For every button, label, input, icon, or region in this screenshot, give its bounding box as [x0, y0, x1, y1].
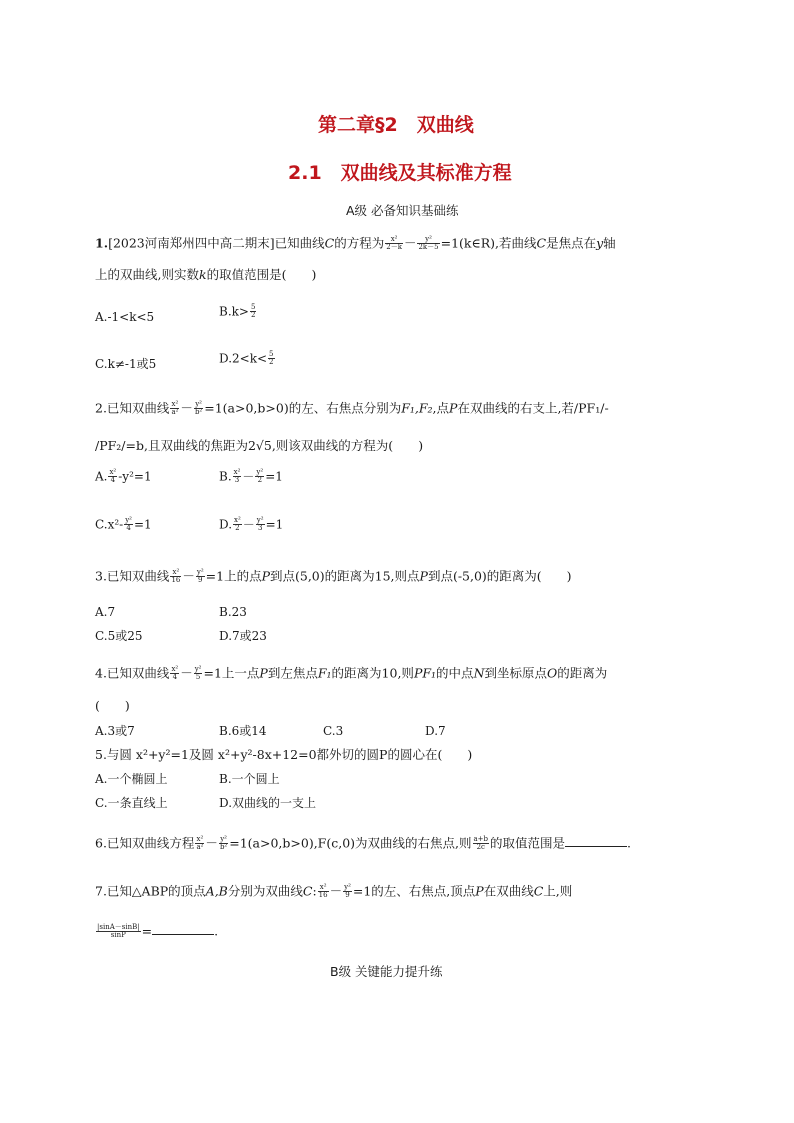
minus-sign: － — [182, 568, 195, 584]
question-text: 到坐标原点 — [484, 665, 548, 681]
question-text: 的距离为10,则 — [331, 665, 414, 681]
question-text: 的取值范围是( ) — [206, 267, 317, 282]
option-c[interactable]: C.x²- $\frac{\text{y²}}{4}$ =1 — [95, 516, 152, 533]
option-d[interactable]: D.2<k< $\frac{5}{2}$ — [219, 350, 274, 367]
math-var: PF₁ — [413, 665, 437, 681]
answer-blank[interactable] — [152, 924, 214, 935]
option-d[interactable]: D.双曲线的一支上 — [219, 796, 317, 810]
question-text: 3.已知双曲线 — [95, 568, 170, 584]
question-text: 在双曲线 — [483, 883, 534, 899]
option-a[interactable]: A. $\frac{\text{x²}}{4}$ -y²=1 — [95, 468, 152, 485]
math-var: C — [324, 235, 335, 251]
section-title: 2.1 双曲线及其标准方程 — [288, 162, 512, 184]
question-text: ,点 — [432, 400, 450, 416]
period: . — [214, 923, 219, 939]
option-a[interactable]: A.3或7 — [95, 724, 135, 738]
level-a-heading: A级 必备知识基础练 — [346, 203, 459, 218]
question-text: =1(k∈R),若曲线 — [440, 235, 537, 251]
minus-sign: － — [180, 400, 193, 416]
option-c[interactable]: C.5或25 — [95, 629, 143, 643]
question-text: 轴 — [603, 235, 616, 251]
question-text: =1(a>0,b>0),F(c,0)为双曲线的右焦点,则 — [229, 835, 472, 851]
fraction: $\frac{\text{x²}}{16}$ — [318, 883, 328, 900]
math-var: O — [547, 665, 558, 681]
question-4-line-1 — [95, 666, 607, 682]
fraction: $\frac{\text{y²}}{9}$ — [196, 568, 204, 585]
math-var: C — [536, 235, 547, 251]
fraction: $\frac{\text{y²}}{9}$ — [344, 883, 351, 900]
question-2-line-1 — [95, 401, 609, 417]
math-var: C — [302, 883, 313, 899]
question-text: 上,则 — [543, 883, 573, 899]
option-d[interactable]: D. $\frac{\text{x²}}{2}$ － $\frac{\text{y²}}{3}$ =1 — [219, 516, 284, 533]
question-text: 的方程为 — [334, 235, 385, 251]
period: . — [627, 835, 632, 851]
question-text: =1上的点 — [205, 568, 262, 584]
fraction: $\frac{\text{y²}}{2k-5}$ — [418, 235, 439, 252]
answer-blank[interactable] — [565, 836, 627, 847]
minus-sign: － — [180, 665, 193, 681]
question-text: [2023河南郑州四中高二期末]已知曲线 — [108, 235, 325, 251]
fraction: $\frac{|\sin A-\sin B|}{\sin P}$ — [97, 923, 140, 940]
question-text: =1的左、右焦点,顶点 — [352, 883, 476, 899]
question-text: 的中点 — [436, 665, 474, 681]
math-var: P — [259, 665, 268, 681]
question-4-line-2: ( ) — [95, 698, 130, 713]
fraction: $\frac{\text{x²}}{2-k}$ — [386, 235, 402, 252]
fraction: $\frac{\text{x²}}{16}$ — [171, 568, 181, 585]
option-c[interactable]: C.3 — [323, 724, 344, 738]
fraction: $\frac{\text{y²}}{5}$ — [194, 665, 202, 682]
question-1-line-1 — [95, 236, 616, 252]
math-var: F₁ — [317, 665, 332, 681]
question-text: 到点(5,0)的距离为15,则点 — [270, 568, 420, 584]
question-text: 到左焦点 — [267, 665, 318, 681]
fraction: $\frac{\text{y²}}{\text{b²}}$ — [194, 400, 203, 417]
math-var: P — [449, 400, 458, 416]
question-text: 的取值范围是 — [490, 835, 566, 851]
option-a[interactable]: A.-1<k<5 — [95, 310, 155, 324]
math-var: C — [533, 883, 544, 899]
option-d[interactable]: D.7或23 — [219, 629, 267, 643]
equals-sign: = — [141, 923, 153, 939]
question-text: 上的双曲线,则实数 — [95, 267, 199, 282]
question-text: 是焦点在 — [546, 235, 597, 251]
question-6-line-1 — [95, 836, 631, 852]
fraction: $\frac{\text{x²}}{\text{a²}}$ — [171, 400, 179, 417]
fraction: $\frac{a+b}{2c}$ — [473, 835, 489, 852]
chapter-title: 第二章§2 双曲线 — [318, 114, 474, 136]
question-text: 分别为双曲线 — [227, 883, 303, 899]
question-text: : — [312, 883, 317, 899]
question-text: 7.已知△ABP的顶点 — [95, 883, 206, 899]
level-b-heading: B级 关键能力提升练 — [330, 964, 443, 979]
minus-sign: － — [205, 835, 218, 851]
question-text: 在双曲线的右支上,若/PF₁/- — [457, 400, 609, 416]
fraction: $\frac{\text{y²}}{\text{b²}}$ — [219, 835, 228, 852]
option-d[interactable]: D.7 — [425, 724, 446, 738]
option-c[interactable]: C.k≠-1或5 — [95, 357, 157, 371]
option-a[interactable]: A.7 — [95, 605, 116, 619]
fraction: $\frac{\text{x²}}{\text{a²}}$ — [196, 835, 204, 852]
math-var: A,B — [205, 883, 228, 899]
option-b[interactable]: B.6或14 — [219, 724, 267, 738]
option-b[interactable]: B.k> $\frac{5}{2}$ — [219, 303, 256, 320]
minus-sign: － — [329, 883, 343, 899]
question-text: =1(a>0,b>0)的左、右焦点分别为 — [204, 400, 402, 416]
math-var: P — [419, 568, 428, 584]
question-number: 1. — [95, 235, 109, 251]
option-a[interactable]: A.一个椭圆上 — [95, 772, 168, 786]
question-3-line-1 — [95, 569, 572, 585]
math-var: P — [261, 568, 270, 584]
question-2-line-2: /PF₂/=b,且双曲线的焦距为2√5,则该双曲线的方程为( ) — [95, 438, 424, 453]
question-text: 的距离为 — [557, 665, 608, 681]
math-var: k — [198, 267, 207, 282]
question-text: 2.已知双曲线 — [95, 400, 170, 416]
question-7-line-1 — [95, 884, 572, 900]
question-1-line-2 — [95, 269, 316, 282]
option-b[interactable]: B. $\frac{\text{x²}}{3}$ － $\frac{\text{y²}}{2}$ =1 — [219, 468, 283, 485]
math-var: N — [473, 665, 485, 681]
question-text: 6.已知双曲线方程 — [95, 835, 195, 851]
math-var: F₁,F₂ — [401, 400, 433, 416]
question-text: 到点(-5,0)的距离为( ) — [427, 568, 572, 584]
math-var: y — [596, 235, 604, 251]
question-7-line-2 — [95, 924, 218, 940]
question-5-text: 5.与圆 x²+y²=1及圆 x²+y²-8x+12=0都外切的圆P的圆心在( ) — [95, 747, 473, 762]
question-text: =1上一点 — [203, 665, 260, 681]
minus-sign: － — [403, 235, 417, 251]
fraction: $\frac{\text{x²}}{4}$ — [171, 665, 179, 682]
option-b[interactable]: B.23 — [219, 605, 247, 619]
question-text: 4.已知双曲线 — [95, 665, 170, 681]
math-var: P — [475, 883, 484, 899]
option-c[interactable]: C.一条直线上 — [95, 796, 168, 810]
option-b[interactable]: B.一个圆上 — [219, 772, 280, 786]
